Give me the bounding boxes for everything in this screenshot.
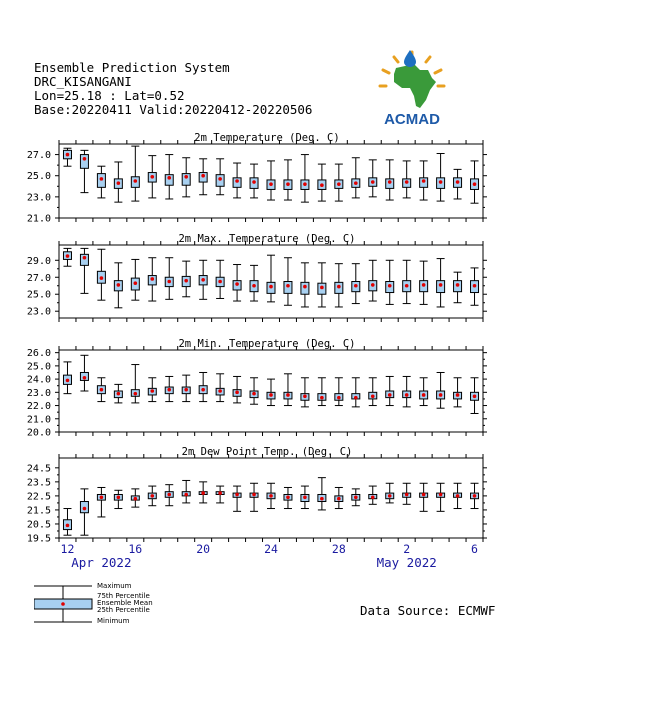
mean-dot — [201, 388, 205, 392]
mean-dot — [286, 495, 290, 499]
mean-dot — [184, 388, 188, 392]
mean-dot — [337, 497, 341, 501]
mean-dot — [83, 157, 87, 161]
mean-dot — [252, 180, 256, 184]
mean-dot — [320, 183, 324, 187]
mean-dot — [320, 286, 324, 290]
mean-dot — [320, 497, 324, 501]
mean-dot — [83, 376, 87, 380]
mean-dot — [218, 491, 222, 495]
mean-dot — [252, 392, 256, 396]
mean-dot — [100, 495, 104, 499]
mean-dot — [286, 182, 290, 186]
mean-dot — [100, 177, 104, 181]
mean-dot — [167, 493, 171, 497]
mean-dot — [100, 276, 104, 280]
mean-dot — [167, 176, 171, 180]
mean-dot — [439, 493, 443, 497]
y-tick-label: 24.5 — [26, 463, 51, 475]
y-tick-label: 20.0 — [26, 427, 51, 439]
legend-label-mean: Ensemble Mean — [97, 599, 153, 607]
month-label-may: May 2022 — [376, 555, 437, 570]
header-line-3: Lon=25.18 : Lat=0.52 — [34, 88, 185, 103]
x-tick-label: 24 — [264, 542, 278, 556]
mean-dot — [303, 285, 307, 289]
mean-dot — [439, 393, 443, 397]
mean-dot — [473, 182, 477, 186]
mean-dot — [303, 182, 307, 186]
mean-dot — [167, 280, 171, 284]
mean-dot — [117, 181, 121, 185]
x-tick-label: 20 — [196, 542, 211, 556]
mean-dot — [354, 396, 358, 400]
y-tick-label: 21.0 — [26, 414, 51, 426]
mean-dot — [269, 285, 273, 289]
mean-dot — [473, 494, 477, 498]
mean-dot — [117, 495, 121, 499]
y-tick-label: 22.5 — [26, 491, 51, 503]
y-tick-label: 25.0 — [26, 361, 51, 373]
mean-dot — [269, 182, 273, 186]
mean-dot — [134, 281, 138, 285]
mean-dot — [150, 277, 154, 281]
y-tick-label: 21.0 — [26, 213, 51, 225]
mean-dot — [405, 180, 409, 184]
mean-dot — [252, 493, 256, 497]
mean-dot — [456, 283, 460, 287]
mean-dot — [473, 394, 477, 398]
mean-dot — [150, 389, 154, 393]
iqr-box — [80, 155, 88, 169]
x-tick-label: 28 — [331, 542, 346, 556]
y-tick-label: 25.0 — [26, 171, 51, 183]
y-tick-label: 29.0 — [26, 255, 51, 267]
mean-dot — [134, 497, 138, 501]
legend-label-p75: 75th Percentile — [97, 592, 150, 600]
panel-title: 2m Min. Temperature (Deg. C) — [178, 338, 356, 350]
month-label-apr: Apr 2022 — [71, 555, 132, 570]
header-line-2: DRC_KISANGANI — [34, 74, 132, 89]
mean-dot — [167, 388, 171, 392]
mean-dot — [337, 285, 341, 289]
mean-dot — [456, 180, 460, 184]
y-tick-label: 23.0 — [26, 306, 51, 318]
y-tick-label: 22.0 — [26, 401, 51, 413]
y-tick-label: 23.0 — [26, 192, 51, 204]
legend-label-min: Minimum — [97, 617, 130, 625]
x-tick-label: 16 — [128, 542, 143, 556]
mean-dot — [286, 393, 290, 397]
y-tick-label: 26.0 — [26, 348, 51, 360]
mean-dot — [456, 494, 460, 498]
mean-dot — [201, 174, 205, 178]
mean-dot — [388, 284, 392, 288]
x-tick-label: 12 — [60, 542, 75, 556]
mean-dot — [134, 179, 138, 183]
logo-text: ACMAD — [384, 111, 440, 128]
mean-dot — [66, 254, 70, 258]
mean-dot — [456, 393, 460, 397]
panel-title: 2m Dew Point Temp. (Deg. C) — [181, 446, 353, 458]
header-line-1: Ensemble Prediction System — [34, 60, 230, 75]
mean-dot — [371, 180, 375, 184]
y-tick-label: 23.0 — [26, 387, 51, 399]
x-tick-label: 2 — [403, 542, 411, 556]
mean-dot — [405, 493, 409, 497]
mean-dot — [422, 493, 426, 497]
mean-dot — [184, 493, 188, 497]
mean-dot — [303, 495, 307, 499]
header-line-4: Base:20220411 Valid:20220412-20220506 — [34, 102, 313, 117]
mean-dot — [134, 392, 138, 396]
mean-dot — [371, 394, 375, 398]
mean-dot — [337, 182, 341, 186]
legend-label-p25: 25th Percentile — [97, 606, 150, 614]
mean-dot — [422, 179, 426, 183]
mean-dot — [66, 153, 70, 157]
mean-dot — [66, 524, 70, 528]
mean-dot — [286, 284, 290, 288]
mean-dot — [252, 284, 256, 288]
mean-dot — [184, 279, 188, 283]
legend — [34, 583, 194, 628]
mean-dot — [100, 388, 104, 392]
mean-dot — [218, 280, 222, 284]
mean-dot — [83, 507, 87, 511]
mean-dot — [388, 393, 392, 397]
panel-title: 2m Max. Temperature (Deg. C) — [178, 233, 356, 245]
mean-dot — [422, 283, 426, 287]
y-tick-label: 23.5 — [26, 477, 51, 489]
data-source: Data Source: ECMWF — [360, 603, 496, 618]
mean-dot — [66, 379, 70, 383]
mean-dot — [422, 393, 426, 397]
mean-dot — [201, 278, 205, 282]
mean-dot — [235, 391, 239, 395]
mean-dot — [117, 283, 121, 287]
mean-dot — [269, 393, 273, 397]
mean-dot — [371, 283, 375, 287]
y-tick-label: 24.0 — [26, 374, 51, 386]
mean-dot — [405, 393, 409, 397]
mean-dot — [439, 283, 443, 287]
mean-dot — [150, 494, 154, 498]
y-tick-label: 21.5 — [26, 505, 51, 517]
panel-title: 2m Temperature (Deg. C) — [194, 132, 340, 144]
mean-dot — [218, 389, 222, 393]
mean-dot — [388, 494, 392, 498]
mean-dot — [371, 495, 375, 499]
mean-dot — [269, 494, 273, 498]
mean-dot — [235, 493, 239, 497]
mean-dot — [388, 180, 392, 184]
mean-dot — [405, 284, 409, 288]
y-tick-label: 27.0 — [26, 272, 51, 284]
y-tick-label: 27.0 — [26, 150, 51, 162]
legend-label-max: Maximum — [97, 582, 132, 590]
mean-dot — [235, 179, 239, 183]
mean-dot — [184, 175, 188, 179]
mean-dot — [117, 392, 121, 396]
mean-dot — [235, 282, 239, 286]
mean-dot — [218, 177, 222, 181]
mean-dot — [320, 396, 324, 400]
mean-dot — [150, 175, 154, 179]
mean-dot — [473, 284, 477, 288]
mean-dot — [337, 396, 341, 400]
legend-mean-dot — [61, 602, 65, 606]
mean-dot — [354, 495, 358, 499]
x-tick-label: 6 — [471, 542, 478, 556]
y-tick-label: 20.5 — [26, 519, 51, 531]
mean-dot — [201, 491, 205, 495]
y-tick-label: 19.5 — [26, 533, 51, 545]
y-tick-label: 25.0 — [26, 289, 51, 301]
mean-dot — [83, 256, 87, 260]
mean-dot — [303, 394, 307, 398]
mean-dot — [439, 180, 443, 184]
mean-dot — [354, 284, 358, 288]
mean-dot — [354, 181, 358, 185]
